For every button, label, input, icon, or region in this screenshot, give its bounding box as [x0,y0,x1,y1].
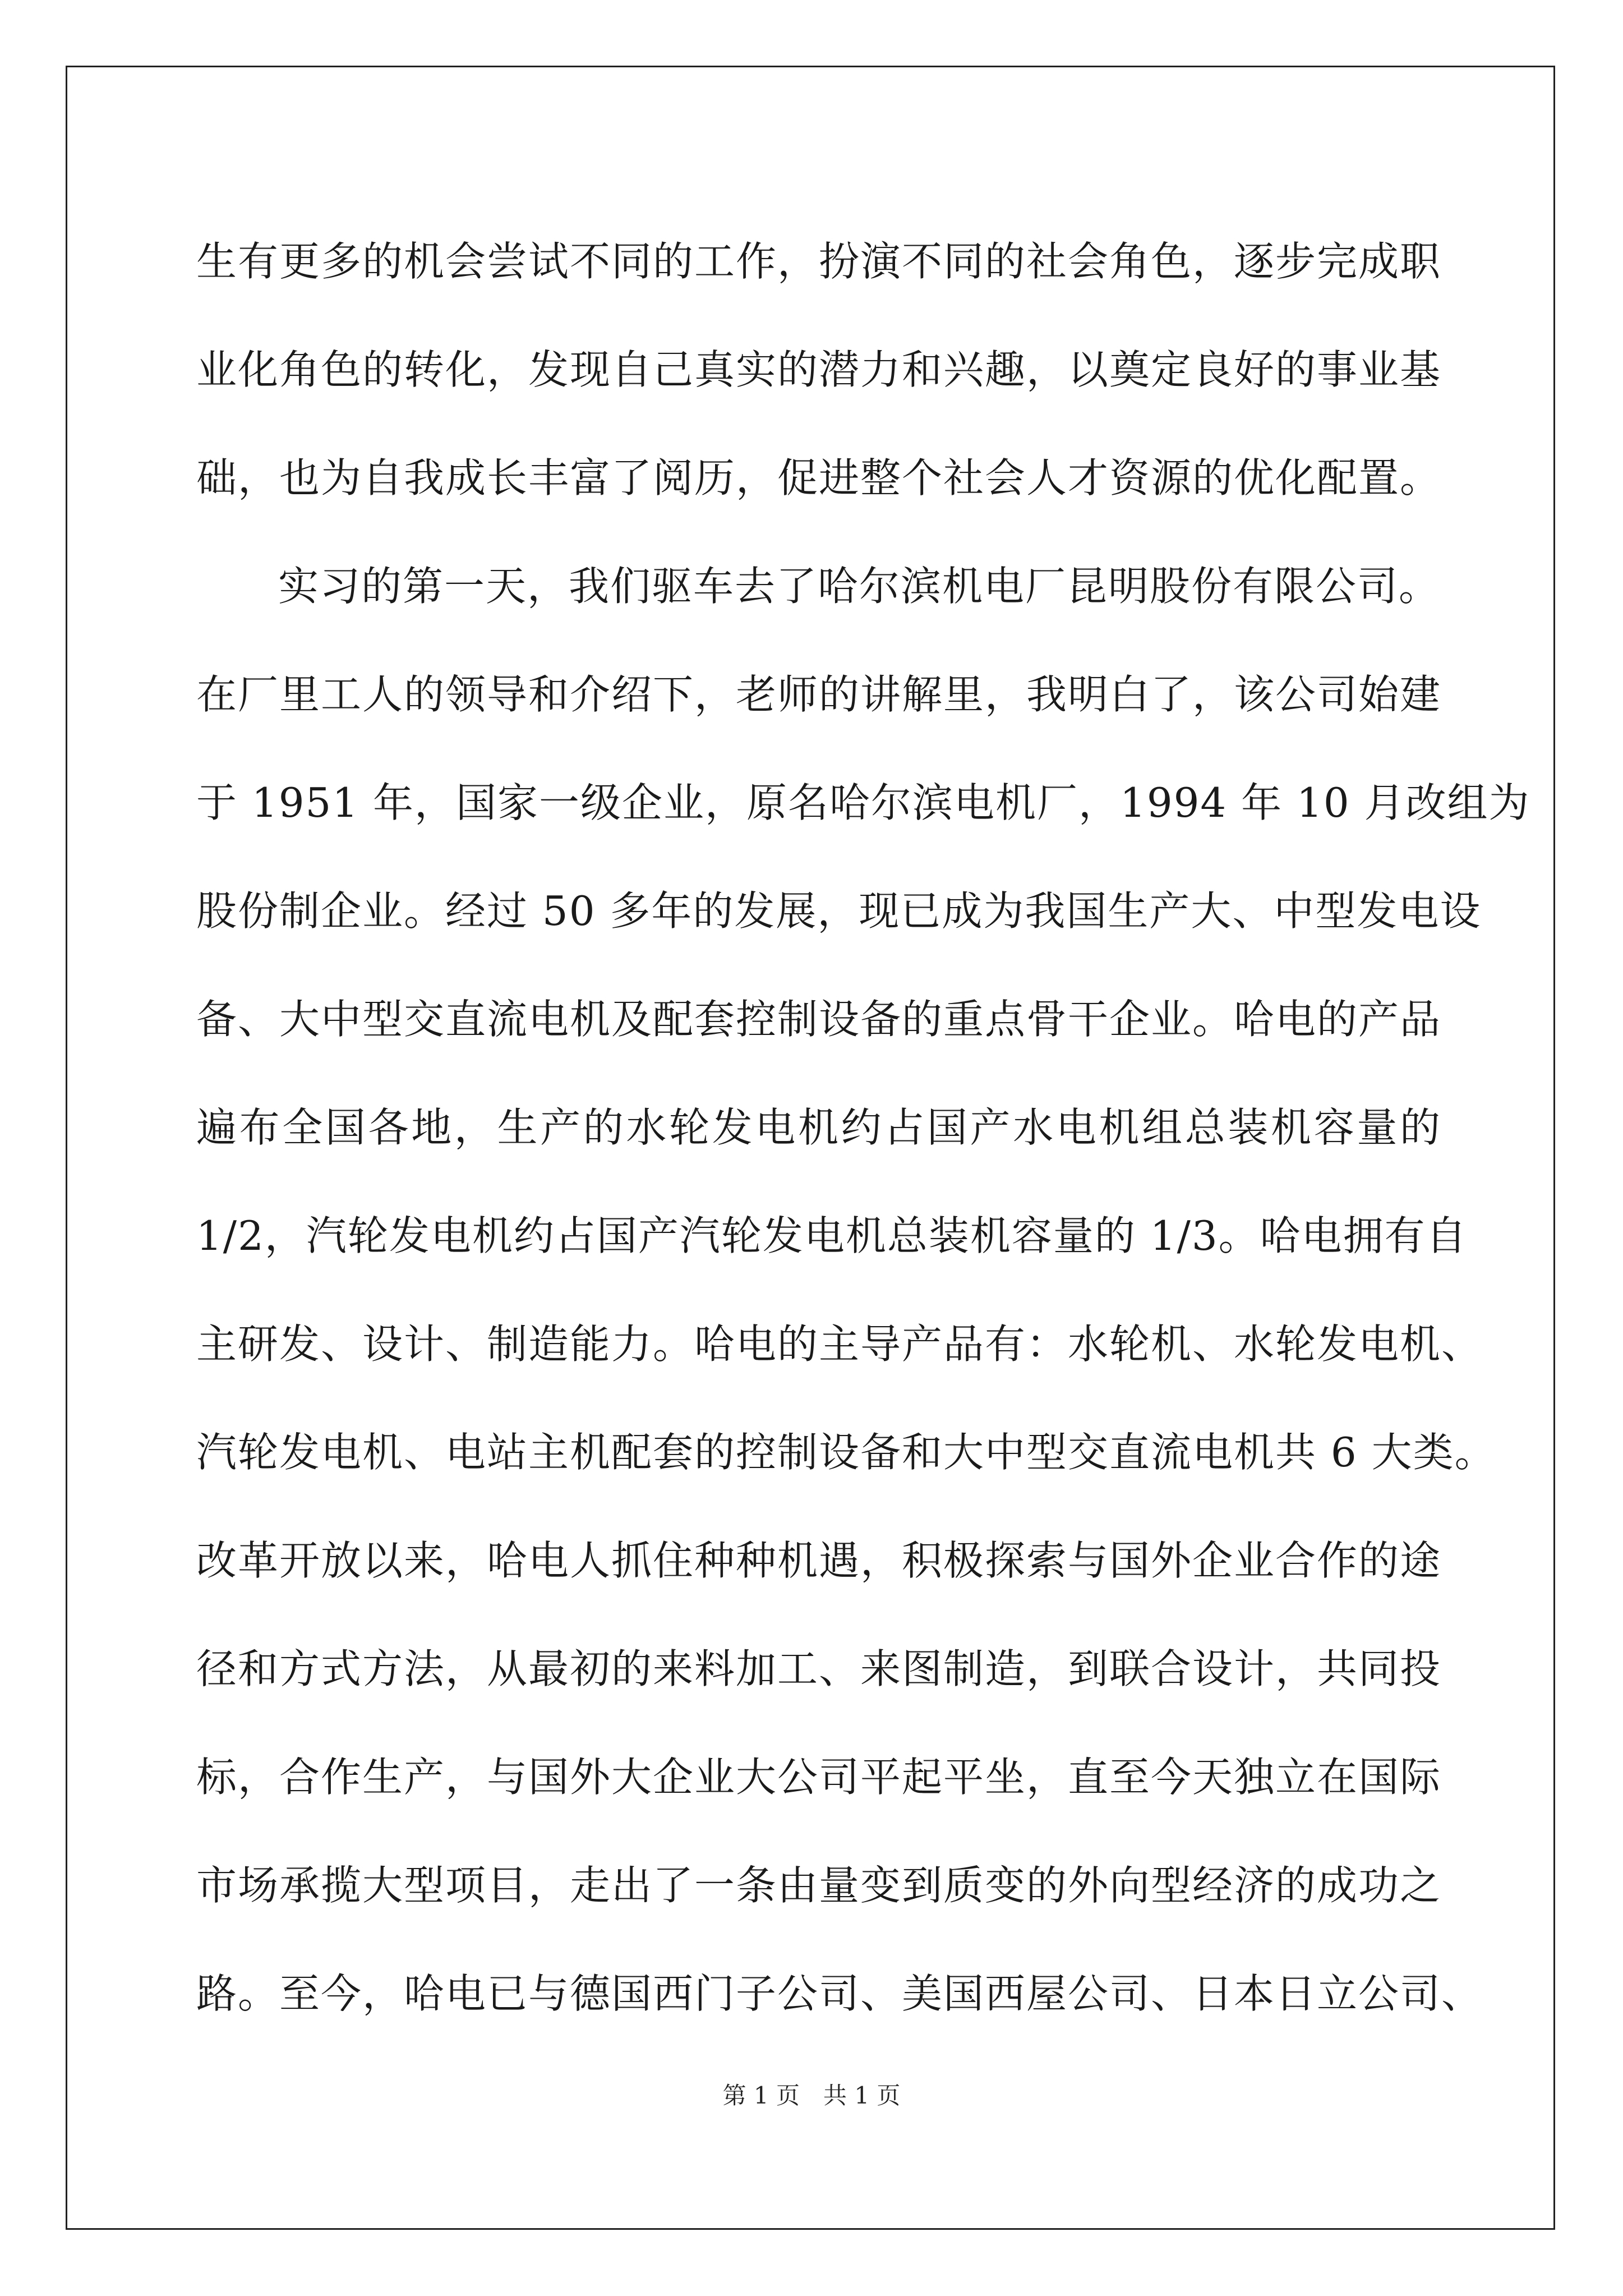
text-line: 在厂里工人的领导和介绍下，老师的讲解里，我明白了，该公司始建 [196,671,1442,718]
text-line: 生有更多的机会尝试不同的工作，扮演不同的社会角色，逐步完成职 [196,238,1442,285]
text-line: 主研发、设计、制造能力。哈电的主导产品有：水轮机、水轮发电机、 [196,1320,1483,1368]
text-line: 汽轮发电机、电站主机配套的控制设备和大中型交直流电机共 6 大类。 [196,1429,1496,1476]
text-line: 改革开放以来，哈电人抓住种种机遇，积极探索与国外企业合作的途 [196,1537,1442,1584]
text-line: 备、大中型交直流电机及配套控制设备的重点骨干企业。哈电的产品 [196,996,1442,1043]
text-line: 遍布全国各地，生产的水轮发电机约占国产水电机组总装机容量的 [196,1104,1441,1151]
page-footer: 第 1 页 共 1 页 [722,2082,901,2109]
text-line: 径和方式方法，从最初的来料加工、来图制造，到联合设计，共同投 [196,1645,1442,1692]
text-line: 路。至今，哈电已与德国西门子公司、美国西屋公司、日本日立公司、 [196,1970,1483,2017]
text-line: 础，也为自我成长丰富了阅历，促进整个社会人才资源的优化配置。 [196,454,1442,501]
text-line: 业化角色的转化，发现自己真实的潜力和兴趣，以奠定良好的事业基 [196,346,1442,393]
text-line: 于 1951 年，国家一级企业，原名哈尔滨电机厂，1994 年 10 月改组为 [196,779,1530,826]
text-line: 股份制企业。经过 50 多年的发展，现已成为我国生产大、中型发电设 [196,887,1482,935]
text-line: 1/2，汽轮发电机约占国产汽轮发电机总装机容量的 1/3。哈电拥有自 [196,1212,1468,1259]
document-body [196,208,1530,2048]
text-line: 标，合作生产，与国外大企业大公司平起平坐，直至今天独立在国际 [196,1754,1442,1801]
paragraph-first-line: 实习的第一天，我们驱车去了哈尔滨机电厂昆明股份有限公司。 [278,563,1441,610]
text-line: 市场承揽大型项目，走出了一条由量变到质变的外向型经济的成功之 [196,1862,1442,1909]
